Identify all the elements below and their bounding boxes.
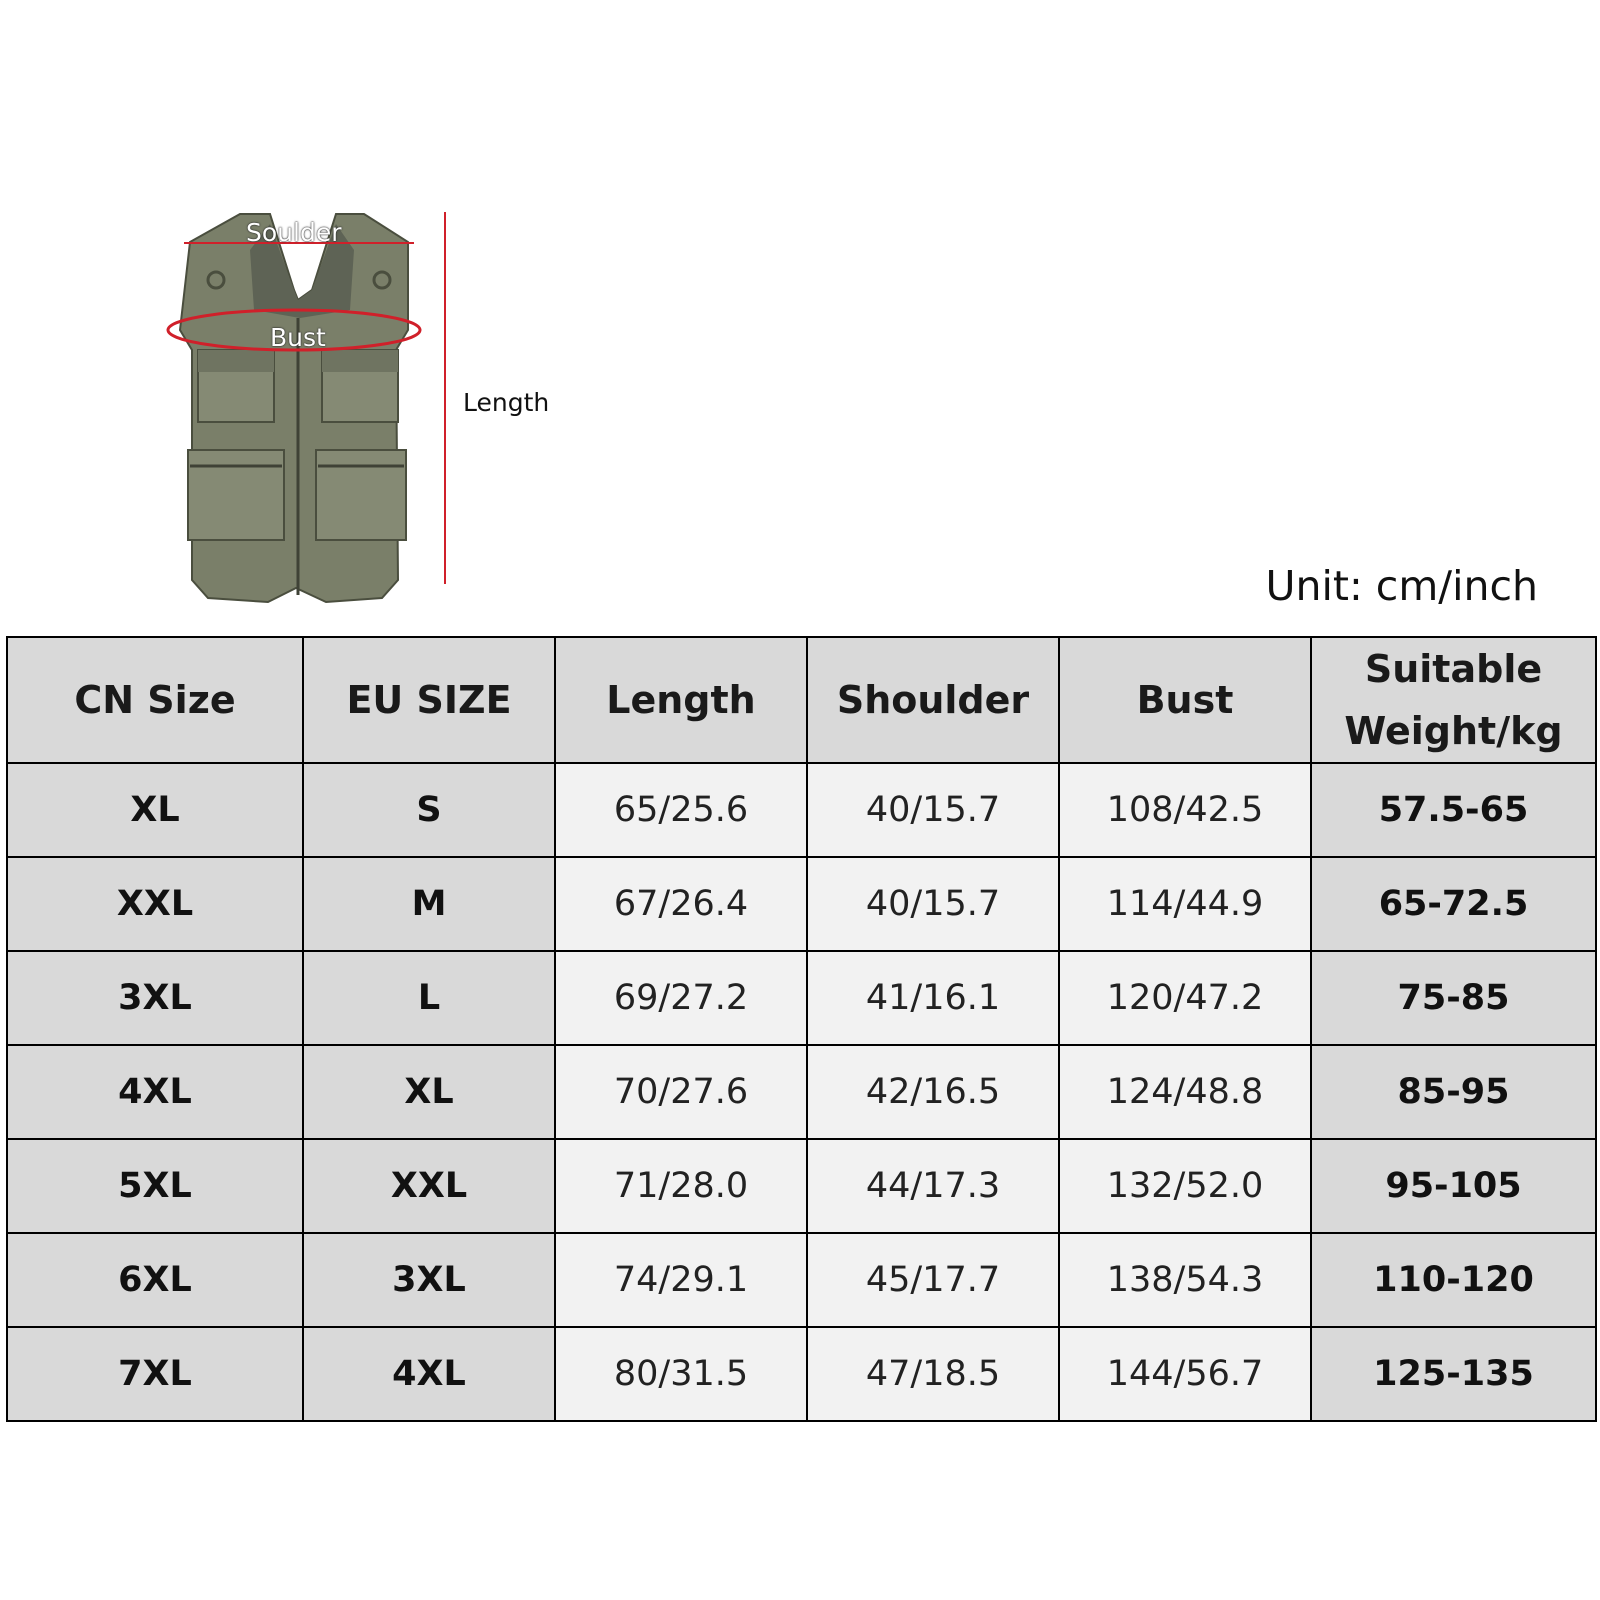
shoulder-cell: 41/16.1 — [807, 951, 1059, 1045]
vest-measurement-figure — [150, 200, 570, 620]
length-cell: 74/29.1 — [555, 1233, 807, 1327]
header-cn-size: CN Size — [7, 637, 303, 763]
eu-size-cell: XXL — [303, 1139, 555, 1233]
eu-size-cell: 3XL — [303, 1233, 555, 1327]
vest-pocket-flap — [322, 350, 398, 372]
weight-cell: 95-105 — [1311, 1139, 1596, 1233]
shoulder-cell: 45/17.7 — [807, 1233, 1059, 1327]
bust-cell: 124/48.8 — [1059, 1045, 1311, 1139]
weight-cell: 65-72.5 — [1311, 857, 1596, 951]
unit-note: Unit: cm/inch — [1265, 562, 1538, 610]
shoulder-label: Soulder — [246, 218, 342, 247]
header-shoulder: Shoulder — [807, 637, 1059, 763]
eu-size-cell: L — [303, 951, 555, 1045]
shoulder-cell: 40/15.7 — [807, 857, 1059, 951]
table-row — [7, 763, 1596, 857]
cn-size-cell: XL — [7, 763, 303, 857]
cn-size-cell: 6XL — [7, 1233, 303, 1327]
vest-pocket-flap — [198, 350, 274, 372]
bust-cell: 120/47.2 — [1059, 951, 1311, 1045]
cn-size-cell: XXL — [7, 857, 303, 951]
eu-size-cell: 4XL — [303, 1327, 555, 1421]
table-row — [7, 1139, 1596, 1233]
cn-size-cell: 4XL — [7, 1045, 303, 1139]
table-header-row — [7, 637, 1596, 763]
header-bust: Bust — [1059, 637, 1311, 763]
table-row — [7, 951, 1596, 1045]
length-label: Length — [463, 388, 550, 417]
weight-cell: 75-85 — [1311, 951, 1596, 1045]
cn-size-cell: 5XL — [7, 1139, 303, 1233]
length-cell: 65/25.6 — [555, 763, 807, 857]
length-cell: 67/26.4 — [555, 857, 807, 951]
shoulder-cell: 42/16.5 — [807, 1045, 1059, 1139]
table-row — [7, 1233, 1596, 1327]
bust-label: Bust — [270, 323, 326, 352]
header-length: Length — [555, 637, 807, 763]
vest-pocket — [188, 450, 284, 540]
table-row — [7, 1327, 1596, 1421]
weight-cell: 85-95 — [1311, 1045, 1596, 1139]
shoulder-cell: 40/15.7 — [807, 763, 1059, 857]
header-eu-size: EU SIZE — [303, 637, 555, 763]
weight-cell: 125-135 — [1311, 1327, 1596, 1421]
length-cell: 71/28.0 — [555, 1139, 807, 1233]
weight-cell: 57.5-65 — [1311, 763, 1596, 857]
bust-cell: 114/44.9 — [1059, 857, 1311, 951]
cn-size-cell: 3XL — [7, 951, 303, 1045]
bust-cell: 144/56.7 — [1059, 1327, 1311, 1421]
length-cell: 70/27.6 — [555, 1045, 807, 1139]
bust-cell: 132/52.0 — [1059, 1139, 1311, 1233]
header-suitable-weight: Suitable Weight/kg — [1311, 637, 1596, 763]
shoulder-cell: 44/17.3 — [807, 1139, 1059, 1233]
eu-size-cell: XL — [303, 1045, 555, 1139]
size-chart-table — [6, 636, 1597, 1422]
length-cell: 69/27.2 — [555, 951, 807, 1045]
length-cell: 80/31.5 — [555, 1327, 807, 1421]
eu-size-cell: M — [303, 857, 555, 951]
vest-pocket — [316, 450, 406, 540]
eu-size-cell: S — [303, 763, 555, 857]
shoulder-cell: 47/18.5 — [807, 1327, 1059, 1421]
cn-size-cell: 7XL — [7, 1327, 303, 1421]
table-row — [7, 857, 1596, 951]
bust-cell: 138/54.3 — [1059, 1233, 1311, 1327]
weight-cell: 110-120 — [1311, 1233, 1596, 1327]
table-row — [7, 1045, 1596, 1139]
bust-cell: 108/42.5 — [1059, 763, 1311, 857]
